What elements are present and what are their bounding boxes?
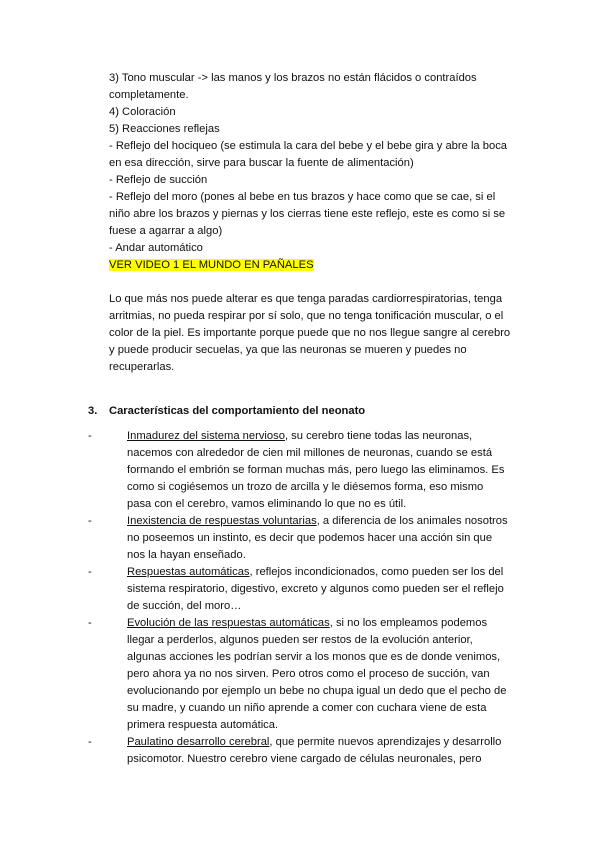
list-item-term: Paulatino desarrollo cerebral (127, 736, 270, 748)
list-item-term: Inmadurez del sistema nervioso (127, 430, 285, 442)
list-dash: - (88, 736, 92, 748)
text-line: nacemos con alrededor de cien mil millones de neuronas, cuando se está (127, 447, 493, 459)
list-item: - Inexistencia de respuestas voluntarias, a diferencia de los animales nosotros no poseemos un instinto, es decir que podemos hacer una acción sin que nos la hayan enseñado. (88, 513, 529, 564)
list-item-term: Respuestas automáticas (127, 566, 250, 578)
text-line: formando el embrión se forman muchas más, pero luego las eliminamos. Es (127, 464, 505, 476)
text-line: nos la hayan enseñado. (127, 549, 246, 561)
list-item: - Paulatino desarrollo cerebral, que permite nuevos aprendizajes y desarrollo psicomotor. Nuestro cerebro viene cargado de células neuronales, pero (88, 734, 529, 768)
text-line: pasa con el cerebro, vamos eliminando lo que no es útil. (127, 498, 407, 510)
text-line: 5) Reacciones reflejas (109, 123, 220, 135)
text-line: su madre, y cuando un niño aprende a comer con cuchara viene de esta (127, 702, 487, 714)
text-line: no poseemos un instinto, es decir que podemos hacer una acción sin que (127, 532, 493, 544)
text-line: - Andar automático (109, 242, 203, 254)
text-line: evolucionando por ejemplo un bebe no chupa igual un dedo que el pecho de (127, 685, 507, 697)
text-line: primera respuesta automática. (127, 719, 279, 731)
document-body (88, 70, 529, 768)
list-dash: - (88, 566, 92, 578)
text-line: arritmias, no pueda respirar por sí solo, que no tenga tonificación muscular, o el (109, 310, 504, 322)
list-item-term: Evolución de las respuestas automáticas (127, 617, 330, 629)
list-item-term: Inexistencia de respuestas voluntarias (127, 515, 317, 527)
text-line: - Reflejo del moro (pones al bebe en tus brazos y hace como que se cae, si el (109, 191, 496, 203)
text-line: niño abre los brazos y piernas y los cierras tiene este reflejo, este es como si se (109, 208, 506, 220)
text-line: Lo que más nos puede alterar es que tenga paradas cardiorrespiratorias, tenga (109, 293, 503, 305)
text-line: completamente. (109, 89, 189, 101)
text-line: - Reflejo del hociqueo (se estimula la cara del bebe y el bebe gira y abre la boca (109, 140, 508, 152)
text-line: de succión, del moro… (127, 600, 242, 612)
text-line: 3) Tono muscular -> las manos y los brazos no están flácidos o contraídos (109, 72, 477, 84)
text-line: sistema respiratorio, digestivo, excreto y algunos como pueden ser el reflejo (127, 583, 504, 595)
text-line: llegar a perderlos, algunos pueden ser restos de la evolución anterior, (127, 634, 473, 646)
characteristics-list (88, 428, 529, 768)
summary-paragraph (109, 291, 529, 376)
text-line: - Reflejo de succión (109, 174, 208, 186)
section-number: 3. (88, 405, 98, 417)
list-dash: - (88, 617, 92, 629)
text-line: color de la piel. Es importante porque puede que no nos llegue sangre al cerebro (109, 327, 511, 339)
text-line: recuperarlas. (109, 361, 175, 373)
section-title: Características del comportamiento del neonato (109, 405, 366, 417)
text-line: fuese a agarrar a algo) (109, 225, 223, 237)
reflex-list (109, 70, 529, 274)
text-line: y puede producir secuelas, ya que las neuronas se mueren y puedes no (109, 344, 467, 356)
text-line: 4) Coloración (109, 106, 176, 118)
text-line: psicomotor. Nuestro cerebro viene cargado de células neuronales, pero (127, 753, 482, 765)
text-line: como si cogiésemos un trozo de arcilla y le diésemos forma, eso mismo (127, 481, 484, 493)
text-line: algunas acciones les podrían servir a los monos que es de donde venimos, (127, 651, 501, 663)
list-item: - Inmadurez del sistema nervioso, su cerebro tiene todas las neuronas, nacemos con alrededor de cien mil millones de neuronas, cuando se está formando el embrión se forman muchas más, pero luego las eliminamos. Es como si cogiésemos un trozo de arcilla y le diésemos forma, eso mismo pasa con el cerebro, vamos eliminando lo que no es útil. (88, 428, 529, 513)
list-dash: - (88, 430, 92, 442)
list-dash: - (88, 515, 92, 527)
list-item: - Evolución de las respuestas automáticas, si no los empleamos podemos llegar a perderlos, algunos pueden ser restos de la evolución anterior, algunas acciones les podrían servir a los monos que es de donde venimos, pero ahora ya no nos sirven. Pero otros como el proceso de succión, van evolucionando por ejemplo un bebe no chupa igual un dedo que el pecho de su madre, y cuando un niño aprende a comer con cuchara viene de esta primera respuesta automática. (88, 615, 529, 734)
text-line: pero ahora ya no nos sirven. Pero otros como el proceso de succión, van (127, 668, 490, 680)
text-line: en esa dirección, sirve para buscar la fuente de alimentación) (109, 157, 414, 169)
section-heading (88, 403, 529, 420)
list-item: - Respuestas automáticas, reflejos incondicionados, como pueden ser los del sistema respiratorio, digestivo, excreto y algunos como pueden ser el reflejo de succión, del moro… (88, 564, 529, 615)
highlighted-note: VER VIDEO 1 EL MUNDO EN PAÑALES (109, 259, 314, 271)
